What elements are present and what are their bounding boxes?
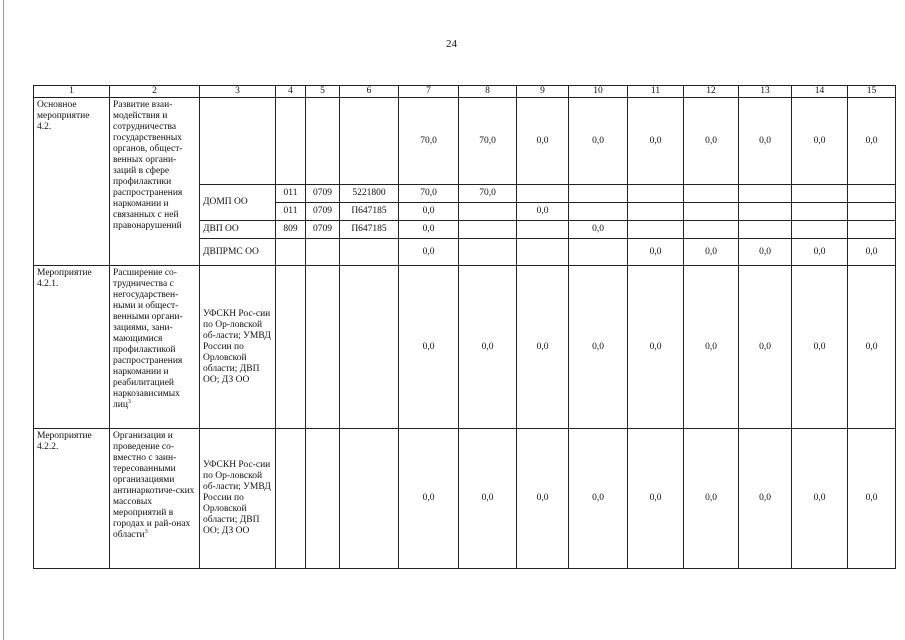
value-cell: 0,0 (517, 98, 569, 185)
executor-cell: УФСКН Рос-сии по Ор-ловской об-ласти; УМВД России по Орловской области; ДВП ОО; ДЗ ОО (200, 429, 276, 569)
header-cell: 3 (200, 86, 276, 98)
value-cell: 0,0 (792, 98, 848, 185)
code-cell: П647185 (340, 221, 399, 239)
header-cell: 6 (340, 86, 399, 98)
header-cell: 7 (399, 86, 459, 98)
value-cell: 0,0 (848, 98, 896, 185)
empty-cell (459, 239, 517, 266)
empty-cell (848, 203, 896, 221)
value-cell: 0,0 (739, 429, 792, 569)
empty-cell (628, 185, 684, 203)
event-name: Мероприятие 4.2.1. (34, 266, 110, 429)
value-cell: 0,0 (399, 429, 459, 569)
value-cell: 0,0 (792, 266, 848, 429)
empty-cell (306, 266, 340, 429)
value-cell: 0,0 (569, 98, 628, 185)
empty-cell (276, 429, 306, 569)
description-text: Организация и проведение со-вместно с заин-тересованными организациями антинаркотиче-ских массовых мероприятий в городах и рай-онах области (113, 431, 195, 540)
value-cell: 0,0 (569, 429, 628, 569)
empty-cell (569, 203, 628, 221)
empty-cell (306, 98, 340, 185)
header-cell: 14 (792, 86, 848, 98)
value-cell: 0,0 (569, 266, 628, 429)
empty-cell (276, 266, 306, 429)
empty-cell (684, 221, 739, 239)
value-cell: 0,0 (399, 221, 459, 239)
value-cell: 0,0 (684, 239, 739, 266)
empty-cell (628, 203, 684, 221)
empty-cell (306, 239, 340, 266)
empty-cell (848, 221, 896, 239)
value-cell: 0,0 (517, 266, 569, 429)
value-cell: 70,0 (459, 98, 517, 185)
code-cell: 0709 (306, 185, 340, 203)
value-cell: 0,0 (459, 266, 517, 429)
value-cell: 0,0 (517, 203, 569, 221)
header-cell: 12 (684, 86, 739, 98)
code-cell: 0709 (306, 221, 340, 239)
budget-table (33, 85, 896, 569)
executor-cell: ДВП ОО (200, 221, 276, 239)
value-cell: 0,0 (399, 266, 459, 429)
footnote-mark: 3 (127, 398, 131, 405)
empty-cell (340, 98, 399, 185)
event-name: Мероприятие 4.2.2. (34, 429, 110, 569)
executor-cell: УФСКН Рос-сии по Ор-ловской об-ласти; УМВД России по Орловской области; ДВП ОО; ДЗ ОО (200, 266, 276, 429)
empty-cell (340, 239, 399, 266)
value-cell: 0,0 (399, 203, 459, 221)
value-cell: 70,0 (399, 98, 459, 185)
empty-cell (792, 185, 848, 203)
executor-cell: ДОМП ОО (200, 185, 276, 221)
header-cell: 2 (110, 86, 200, 98)
empty-cell (340, 266, 399, 429)
empty-cell (684, 185, 739, 203)
empty-cell (306, 429, 340, 569)
empty-cell (569, 185, 628, 203)
header-cell: 5 (306, 86, 340, 98)
table-row (34, 429, 896, 569)
header-cell: 9 (517, 86, 569, 98)
header-cell: 8 (459, 86, 517, 98)
value-cell: 0,0 (684, 429, 739, 569)
empty-cell (739, 185, 792, 203)
value-cell: 0,0 (848, 266, 896, 429)
value-cell: 0,0 (399, 239, 459, 266)
footnote-mark: 3 (144, 528, 148, 535)
empty-cell (792, 221, 848, 239)
empty-cell (569, 239, 628, 266)
code-cell: 011 (276, 185, 306, 203)
value-cell: 0,0 (739, 239, 792, 266)
header-cell: 10 (569, 86, 628, 98)
value-cell: 0,0 (739, 266, 792, 429)
empty-cell (517, 221, 569, 239)
code-cell: 011 (276, 203, 306, 221)
value-cell: 70,0 (399, 185, 459, 203)
value-cell: 0,0 (684, 98, 739, 185)
empty-cell (200, 98, 276, 185)
value-cell: 0,0 (739, 98, 792, 185)
empty-cell (739, 221, 792, 239)
value-cell: 0,0 (792, 239, 848, 266)
value-cell: 70,0 (459, 185, 517, 203)
empty-cell (276, 239, 306, 266)
value-cell: 0,0 (848, 429, 896, 569)
empty-cell (517, 239, 569, 266)
table-row (34, 98, 896, 185)
empty-cell (628, 221, 684, 239)
value-cell: 0,0 (628, 266, 684, 429)
header-cell: 15 (848, 86, 896, 98)
value-cell: 0,0 (459, 429, 517, 569)
code-cell: 0709 (306, 203, 340, 221)
empty-cell (739, 203, 792, 221)
executor-cell: ДВПРМС ОО (200, 239, 276, 266)
event-description (110, 429, 200, 569)
empty-cell (340, 429, 399, 569)
value-cell: 0,0 (628, 98, 684, 185)
header-row (34, 86, 896, 98)
value-cell: 0,0 (684, 266, 739, 429)
value-cell: 0,0 (569, 221, 628, 239)
event-name: Основное мероприятие 4.2. (34, 98, 110, 266)
empty-cell (459, 221, 517, 239)
empty-cell (684, 203, 739, 221)
left-margin-rule (3, 0, 4, 640)
header-cell: 13 (739, 86, 792, 98)
code-cell: 809 (276, 221, 306, 239)
table-row (34, 266, 896, 429)
empty-cell (848, 185, 896, 203)
empty-cell (792, 203, 848, 221)
event-description (110, 266, 200, 429)
header-cell: 1 (34, 86, 110, 98)
empty-cell (459, 203, 517, 221)
description-text: Расширение со-трудничества с негосударствен-ными и общест-венными органи-зациями, зани-мающимися профилактикой распространения наркомании и реабилитацией наркозависимых лиц (113, 268, 183, 410)
header-cell: 4 (276, 86, 306, 98)
value-cell: 0,0 (517, 429, 569, 569)
value-cell: 0,0 (628, 429, 684, 569)
code-cell: 5221800 (340, 185, 399, 203)
empty-cell (276, 98, 306, 185)
event-description: Развитие взаи-модействия и сотрудничества государственных органов, общест-венных органи-заций в сфере профилактики распространения наркомании и связанных с ней правонарушений (110, 98, 200, 266)
value-cell: 0,0 (792, 429, 848, 569)
empty-cell (517, 185, 569, 203)
page-number: 24 (446, 38, 457, 50)
code-cell: П647185 (340, 203, 399, 221)
value-cell: 0,0 (848, 239, 896, 266)
value-cell: 0,0 (628, 239, 684, 266)
header-cell: 11 (628, 86, 684, 98)
